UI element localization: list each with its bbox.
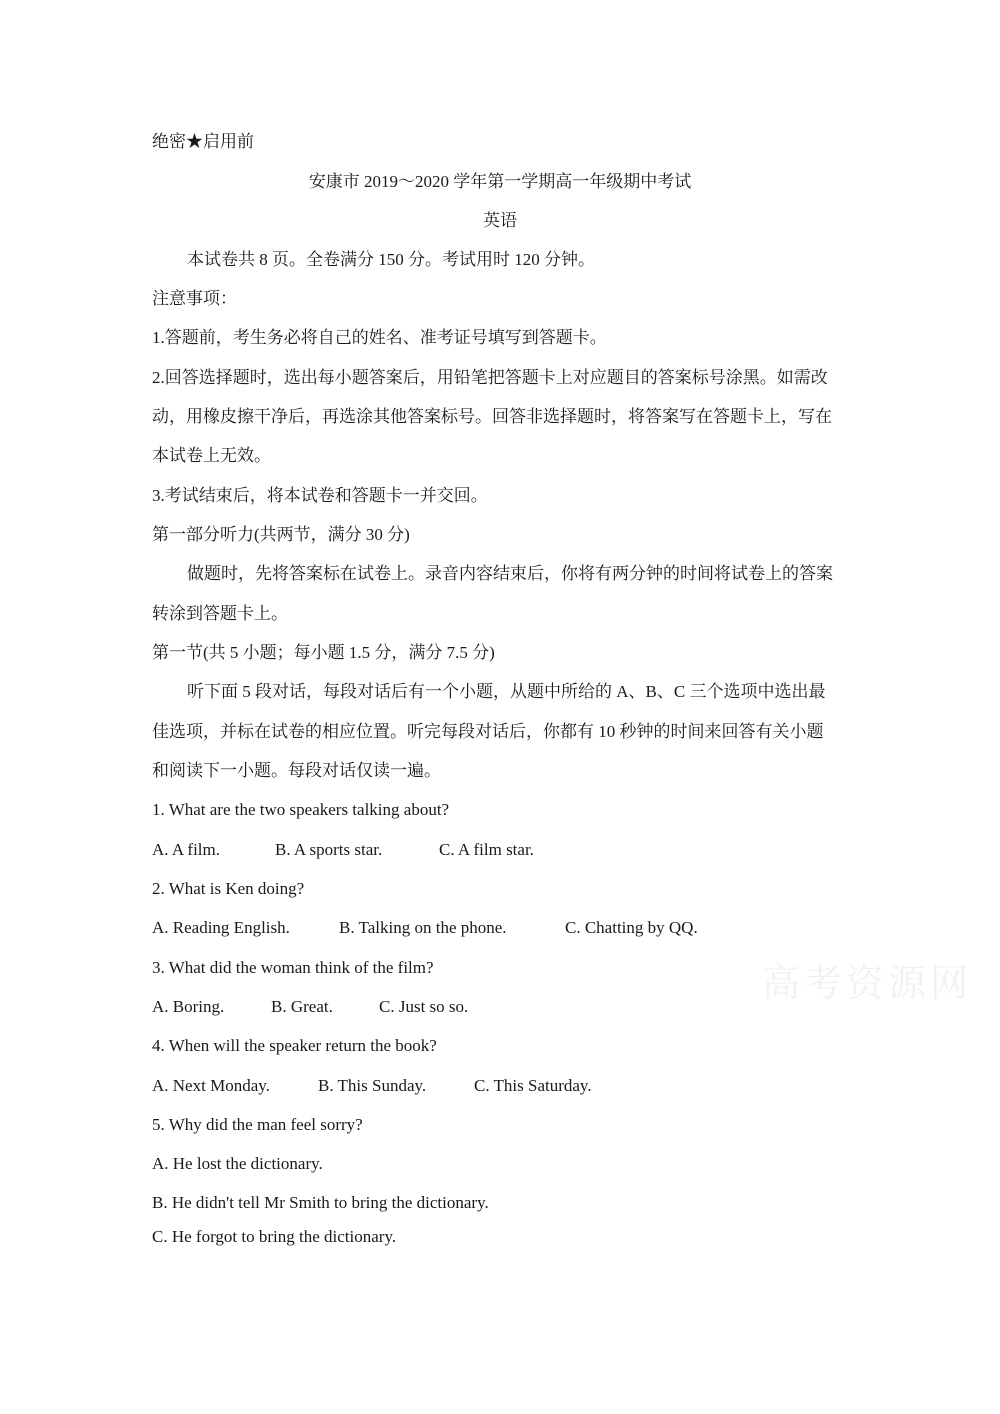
question-1: 1. What are the two speakers talking about? <box>152 800 450 819</box>
section1-instruction-line-3: 和阅读下一小题。每段对话仅读一遍。 <box>152 761 441 780</box>
question-3-option-a: A. Boring. <box>152 997 225 1016</box>
notice-item-1: 1.答题前，考生务必将自己的姓名、准考证号填写到答题卡。 <box>152 328 607 347</box>
question-4-option-b: B. This Sunday. <box>318 1076 427 1095</box>
question-4: 4. When will the speaker return the book? <box>152 1036 437 1055</box>
question-5-option-c: C. He forgot to bring the dictionary. <box>152 1227 397 1246</box>
exam-title: 安康市 2019～2020 学年第一学期高一年级期中考试 <box>308 172 692 191</box>
notice-item-2-line-2: 动，用橡皮擦干净后，再选涂其他答案标号。回答非选择题时，将答案写在答题卡上，写在 <box>152 407 832 426</box>
question-2-option-b: B. Talking on the phone. <box>339 918 507 937</box>
question-5-option-b: B. He didn't tell Mr Smith to bring the dictionary. <box>152 1193 489 1212</box>
question-4-option-a: A. Next Monday. <box>152 1076 270 1095</box>
secret-label: 绝密★启用前 <box>152 132 254 151</box>
part1-heading: 第一部分听力(共两节，满分 30 分) <box>152 525 410 544</box>
question-4-option-c: C. This Saturday. <box>474 1076 592 1095</box>
intro-text: 本试卷共 8 页。全卷满分 150 分。考试用时 120 分钟。 <box>187 250 595 269</box>
section1-heading: 第一节(共 5 小题；每小题 1.5 分，满分 7.5 分) <box>152 643 495 662</box>
watermark: 高考资源网 <box>762 961 973 1005</box>
question-5-option-a: A. He lost the dictionary. <box>152 1154 323 1173</box>
part1-instruction-line-2: 转涂到答题卡上。 <box>152 604 288 623</box>
question-2-option-a: A. Reading English. <box>152 918 290 937</box>
question-2: 2. What is Ken doing? <box>152 879 305 898</box>
question-3-option-c: C. Just so so. <box>379 997 469 1016</box>
part1-instruction-line-1: 做题时，先将答案标在试卷上。录音内容结束后，你将有两分钟的时间将试卷上的答案 <box>187 564 833 583</box>
subject-title: 英语 <box>483 211 517 230</box>
section1-instruction-line-2: 佳选项，并标在试卷的相应位置。听完每段对话后，你都有 10 秒钟的时间来回答有关小题 <box>152 722 824 741</box>
question-3-option-b: B. Great. <box>271 997 333 1016</box>
question-3: 3. What did the woman think of the film? <box>152 958 434 977</box>
notice-item-2-line-1: 2.回答选择题时，选出每小题答案后，用铅笔把答题卡上对应题目的答案标号涂黑。如需改 <box>152 368 828 387</box>
notice-item-2-line-3: 本试卷上无效。 <box>152 446 271 465</box>
question-5: 5. Why did the man feel sorry? <box>152 1115 363 1134</box>
notice-heading: 注意事项： <box>152 289 237 308</box>
question-1-option-a: A. A film. <box>152 840 221 859</box>
question-1-option-c: C. A film star. <box>439 840 534 859</box>
question-1-option-b: B. A sports star. <box>275 840 383 859</box>
notice-item-3: 3.考试结束后，将本试卷和答题卡一并交回。 <box>152 486 488 505</box>
question-2-option-c: C. Chatting by QQ. <box>565 918 698 937</box>
section1-instruction-line-1: 听下面 5 段对话，每段对话后有一个小题，从题中所给的 A、B、C 三个选项中选出最 <box>187 682 826 701</box>
